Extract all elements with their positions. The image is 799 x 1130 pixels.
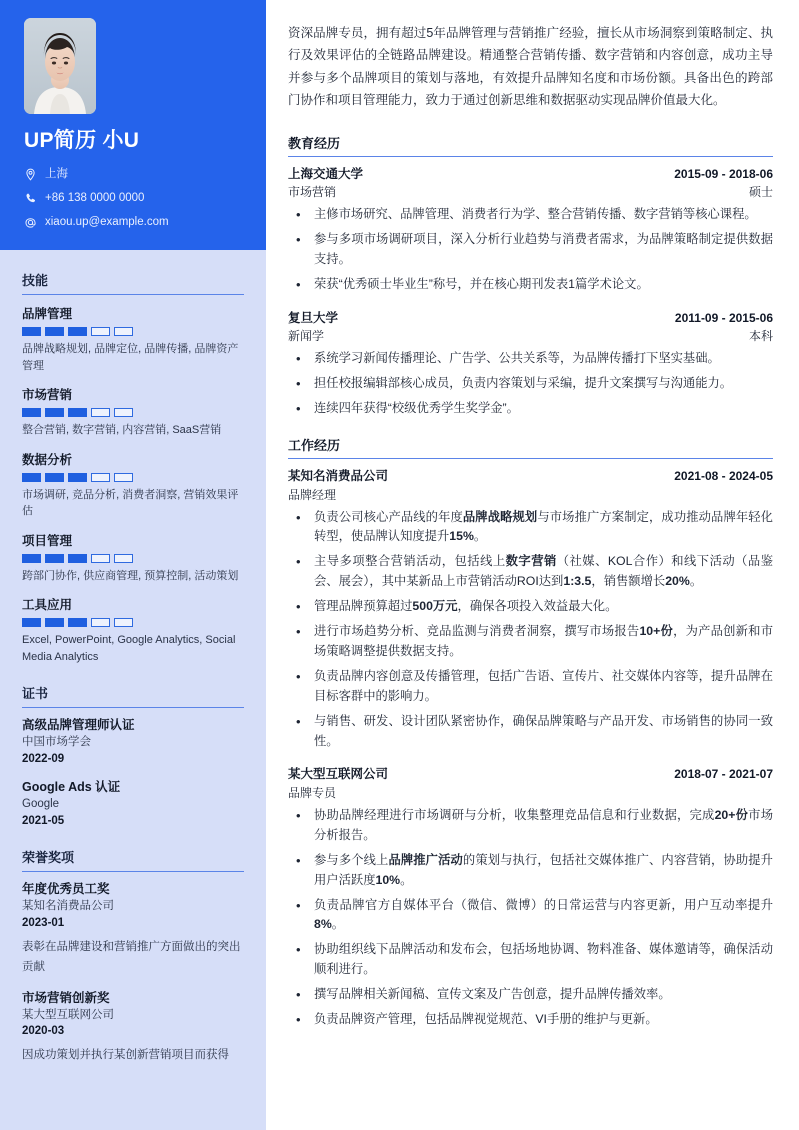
experience-date-range: 2021-08 - 2024-05 — [674, 469, 773, 484]
experience-bullet-list — [288, 508, 773, 752]
major: 新闻学 — [288, 329, 325, 344]
skill-level-square — [45, 618, 64, 627]
skill-level-square — [91, 473, 110, 482]
awards-section — [22, 847, 244, 1065]
bullet-item: • 协助组织线下品牌活动和发布会，包括场地协调、物料准备、媒体邀请等，确保活动顺利进行。 — [288, 940, 773, 980]
skill-item — [22, 385, 244, 439]
skill-level-square — [22, 554, 41, 563]
education-bullet-list — [288, 205, 773, 295]
award-name: 年度优秀员工奖 — [22, 882, 110, 897]
skill-level-meter — [22, 473, 244, 482]
bullet-item: • 参与多项市场调研项目，深入分析行业趋势与消费者需求，为品牌策略制定提供数据支持。 — [288, 230, 773, 270]
major: 市场营销 — [288, 185, 337, 200]
award-description: 因成功策划并执行某创新营销项目而获得 — [22, 1049, 229, 1062]
skill-level-square — [91, 618, 110, 627]
skill-level-square — [22, 473, 41, 482]
location-pin-icon — [24, 168, 37, 181]
skill-level-square — [68, 408, 87, 417]
sidebar-header — [0, 0, 266, 250]
education-bullet-list — [288, 349, 773, 419]
skill-description: Excel, PowerPoint, Google Analytics, Social Media Analytics — [22, 634, 236, 663]
certificate-item — [22, 779, 244, 829]
skill-level-square — [68, 473, 87, 482]
skill-level-meter — [22, 554, 244, 563]
skill-description: 跨部门协作, 供应商管理, 预算控制, 活动策划 — [22, 569, 239, 582]
certificate-name: 高级品牌管理师认证 — [22, 718, 135, 732]
bullet-item: • 负责品牌官方自媒体平台（微信、微博）的日常运营与内容更新，用户互动率提升8%。 — [288, 896, 773, 936]
award-issuer: 某大型互联网公司 — [22, 1008, 114, 1021]
skill-name: 数据分析 — [22, 452, 73, 467]
skill-level-square — [114, 554, 133, 563]
education-date-range: 2015-09 - 2018-06 — [674, 167, 773, 181]
award-item — [22, 990, 244, 1065]
location-text: 上海 — [45, 168, 68, 181]
contact-email — [24, 215, 242, 230]
education-entry-subheader — [288, 327, 773, 345]
avatar — [24, 18, 96, 114]
education-entry-header — [288, 309, 773, 327]
at-sign-icon — [24, 216, 37, 229]
bullet-item: • 撰写品牌相关新闻稿、宣传文案及广告创意，提升品牌传播效率。 — [288, 985, 773, 1005]
skills-section-title: 技能 — [22, 270, 244, 295]
experience-entry — [288, 467, 773, 751]
bullet-item: • 管理品牌预算超过500万元，确保各项投入效益最大化。 — [288, 597, 773, 617]
contact-phone — [24, 191, 242, 206]
skill-level-square — [114, 408, 133, 417]
skill-name: 品牌管理 — [22, 307, 73, 321]
phone-text: +86 138 0000 0000 — [45, 192, 145, 205]
certificates-section — [22, 683, 244, 829]
award-item — [22, 881, 244, 976]
job-title: 品牌专员 — [288, 785, 337, 800]
certificate-date: 2022-09 — [22, 752, 65, 765]
award-name: 市场营销创新奖 — [22, 990, 110, 1005]
skill-level-square — [45, 554, 64, 563]
skills-section — [22, 270, 244, 665]
email-text: xiaou.up@example.com — [45, 216, 169, 229]
degree: 硕士 — [748, 185, 773, 200]
skill-description: 整合营销, 数字营销, 内容营销, SaaS营销 — [22, 424, 222, 436]
skill-name: 市场营销 — [22, 388, 73, 402]
skill-level-meter — [22, 327, 244, 336]
skill-level-square — [45, 327, 64, 336]
award-issuer: 某知名消费品公司 — [22, 900, 114, 913]
bullet-item: • 连续四年获得“校级优秀学生奖学金”。 — [288, 399, 773, 419]
experience-entry-header — [288, 765, 773, 783]
skill-item — [22, 450, 244, 520]
sidebar-body — [0, 250, 266, 1093]
certificate-date: 2021-05 — [22, 814, 65, 827]
phone-icon — [24, 192, 37, 205]
bullet-item: • 与销售、研发、设计团队紧密协作，确保品牌策略与产品开发、市场销售的协同一致性。 — [288, 712, 773, 752]
bullet-item: • 进行市场趋势分析、竞品监测与消费者洞察，撰写市场报告10+份，为产品创新和市场策略调整提供数据支持。 — [288, 622, 773, 662]
experience-entry — [288, 765, 773, 1029]
skill-level-square — [91, 327, 110, 336]
skill-level-square — [114, 618, 133, 627]
education-entry-header — [288, 165, 773, 183]
skill-level-square — [114, 327, 133, 336]
skill-level-square — [114, 473, 133, 482]
skill-level-square — [68, 554, 87, 563]
bullet-item: • 系统学习新闻传播理论、广告学、公共关系等，为品牌传播打下坚实基础。 — [288, 349, 773, 369]
skill-item — [22, 304, 244, 374]
education-entry-subheader — [288, 183, 773, 201]
education-section-title: 教育经历 — [288, 133, 773, 157]
skill-level-meter — [22, 618, 244, 627]
company-name: 某大型互联网公司 — [288, 767, 389, 782]
skill-level-square — [91, 408, 110, 417]
skill-level-square — [91, 554, 110, 563]
skill-level-meter — [22, 408, 244, 417]
experience-entry-header — [288, 467, 773, 485]
bullet-item: • 负责公司核心产品线的年度品牌战略规划与市场推广方案制定，成功推动品牌年轻化转型，使品牌认知度提升15%。 — [288, 508, 773, 548]
school-name: 复旦大学 — [288, 311, 339, 326]
bullet-item: • 负责品牌内容创意及传播管理，包括广告语、宣传片、社交媒体内容等，提升品牌在目标客群中的影响力。 — [288, 667, 773, 707]
experience-bullet-list — [288, 806, 773, 1030]
certificate-name: Google Ads 认证 — [22, 780, 121, 795]
certificate-item — [22, 717, 244, 767]
skill-name: 项目管理 — [22, 533, 73, 548]
award-date: 2020-03 — [22, 1025, 65, 1038]
bullet-item: • 协助品牌经理进行市场调研与分析，收集整理竞品信息和行业数据，完成20+份市场分析报告。 — [288, 806, 773, 846]
award-description: 表彰在品牌建设和营销推广方面做出的突出贡献 — [22, 940, 241, 973]
company-name: 某知名消费品公司 — [288, 469, 389, 484]
education-entry — [288, 165, 773, 295]
school-name: 上海交通大学 — [288, 167, 364, 181]
certificate-issuer: Google — [22, 798, 60, 811]
award-date: 2023-01 — [22, 916, 65, 929]
skills-list — [22, 304, 244, 665]
certificates-section-title: 证书 — [22, 683, 244, 708]
experience-section — [288, 435, 773, 1030]
contact-location — [24, 167, 242, 182]
certificate-issuer: 中国市场学会 — [22, 735, 91, 748]
skill-level-square — [68, 327, 87, 336]
skill-level-square — [45, 473, 64, 482]
education-section — [288, 133, 773, 419]
awards-section-title: 荣誉奖项 — [22, 847, 244, 872]
degree: 本科 — [748, 329, 773, 344]
skill-name: 工具应用 — [22, 598, 73, 612]
bullet-item: • 担任校报编辑部核心成员，负责内容策划与采编，提升文案撰写与沟通能力。 — [288, 374, 773, 394]
experience-section-title: 工作经历 — [288, 435, 773, 459]
education-date-range: 2011-09 - 2015-06 — [674, 311, 773, 326]
main-content — [266, 0, 799, 1130]
person-name: UP简历 小U — [24, 129, 140, 152]
skill-level-square — [22, 327, 41, 336]
bullet-item: • 主导多项整合营销活动，包括线上数字营销（社媒、KOL合作）和线下活动（品鉴会、展会），其中某新品上市营销活动ROI达到1:3.5，销售额增长20%。 — [288, 552, 773, 592]
sidebar — [0, 0, 266, 1130]
skill-level-square — [68, 618, 87, 627]
bullet-item: • 负责品牌资产管理，包括品牌视觉规范、VI手册的维护与更新。 — [288, 1010, 773, 1030]
skill-level-square — [22, 408, 41, 417]
bullet-item: • 荣获“优秀硕士毕业生”称号，并在核心期刊发表1篇学术论文。 — [288, 275, 773, 295]
skill-level-square — [45, 408, 64, 417]
professional-summary: 资深品牌专员，拥有超过5年品牌管理与营销推广经验，擅长从市场洞察到策略制定、执行及效果评估的全链路品牌建设。精通整合营销传播、数字营销和内容创意，成功主导并参与多个品牌项目的策划与落地，有效提升品牌知名度和市场份额。具备出色的跨部门协作和项目管理能力，致力于通过创新思维和数据驱动实现品牌价值最大化。 — [288, 26, 773, 107]
job-title: 品牌经理 — [288, 487, 337, 502]
experience-date-range: 2018-07 - 2021-07 — [674, 767, 773, 782]
skill-item — [22, 531, 244, 585]
skill-description: 品牌战略规划, 品牌定位, 品牌传播, 品牌资产管理 — [22, 343, 239, 372]
skill-level-square — [22, 618, 41, 627]
skill-item — [22, 595, 244, 665]
bullet-item: • 参与多个线上品牌推广活动的策划与执行，包括社交媒体推广、内容营销，协助提升用户活跃度10%。 — [288, 851, 773, 891]
skill-description: 市场调研, 竞品分析, 消费者洞察, 营销效果评估 — [22, 488, 239, 517]
education-entry — [288, 309, 773, 419]
bullet-item: • 主修市场研究、品牌管理、消费者行为学、整合营销传播、数字营销等核心课程。 — [288, 205, 773, 225]
